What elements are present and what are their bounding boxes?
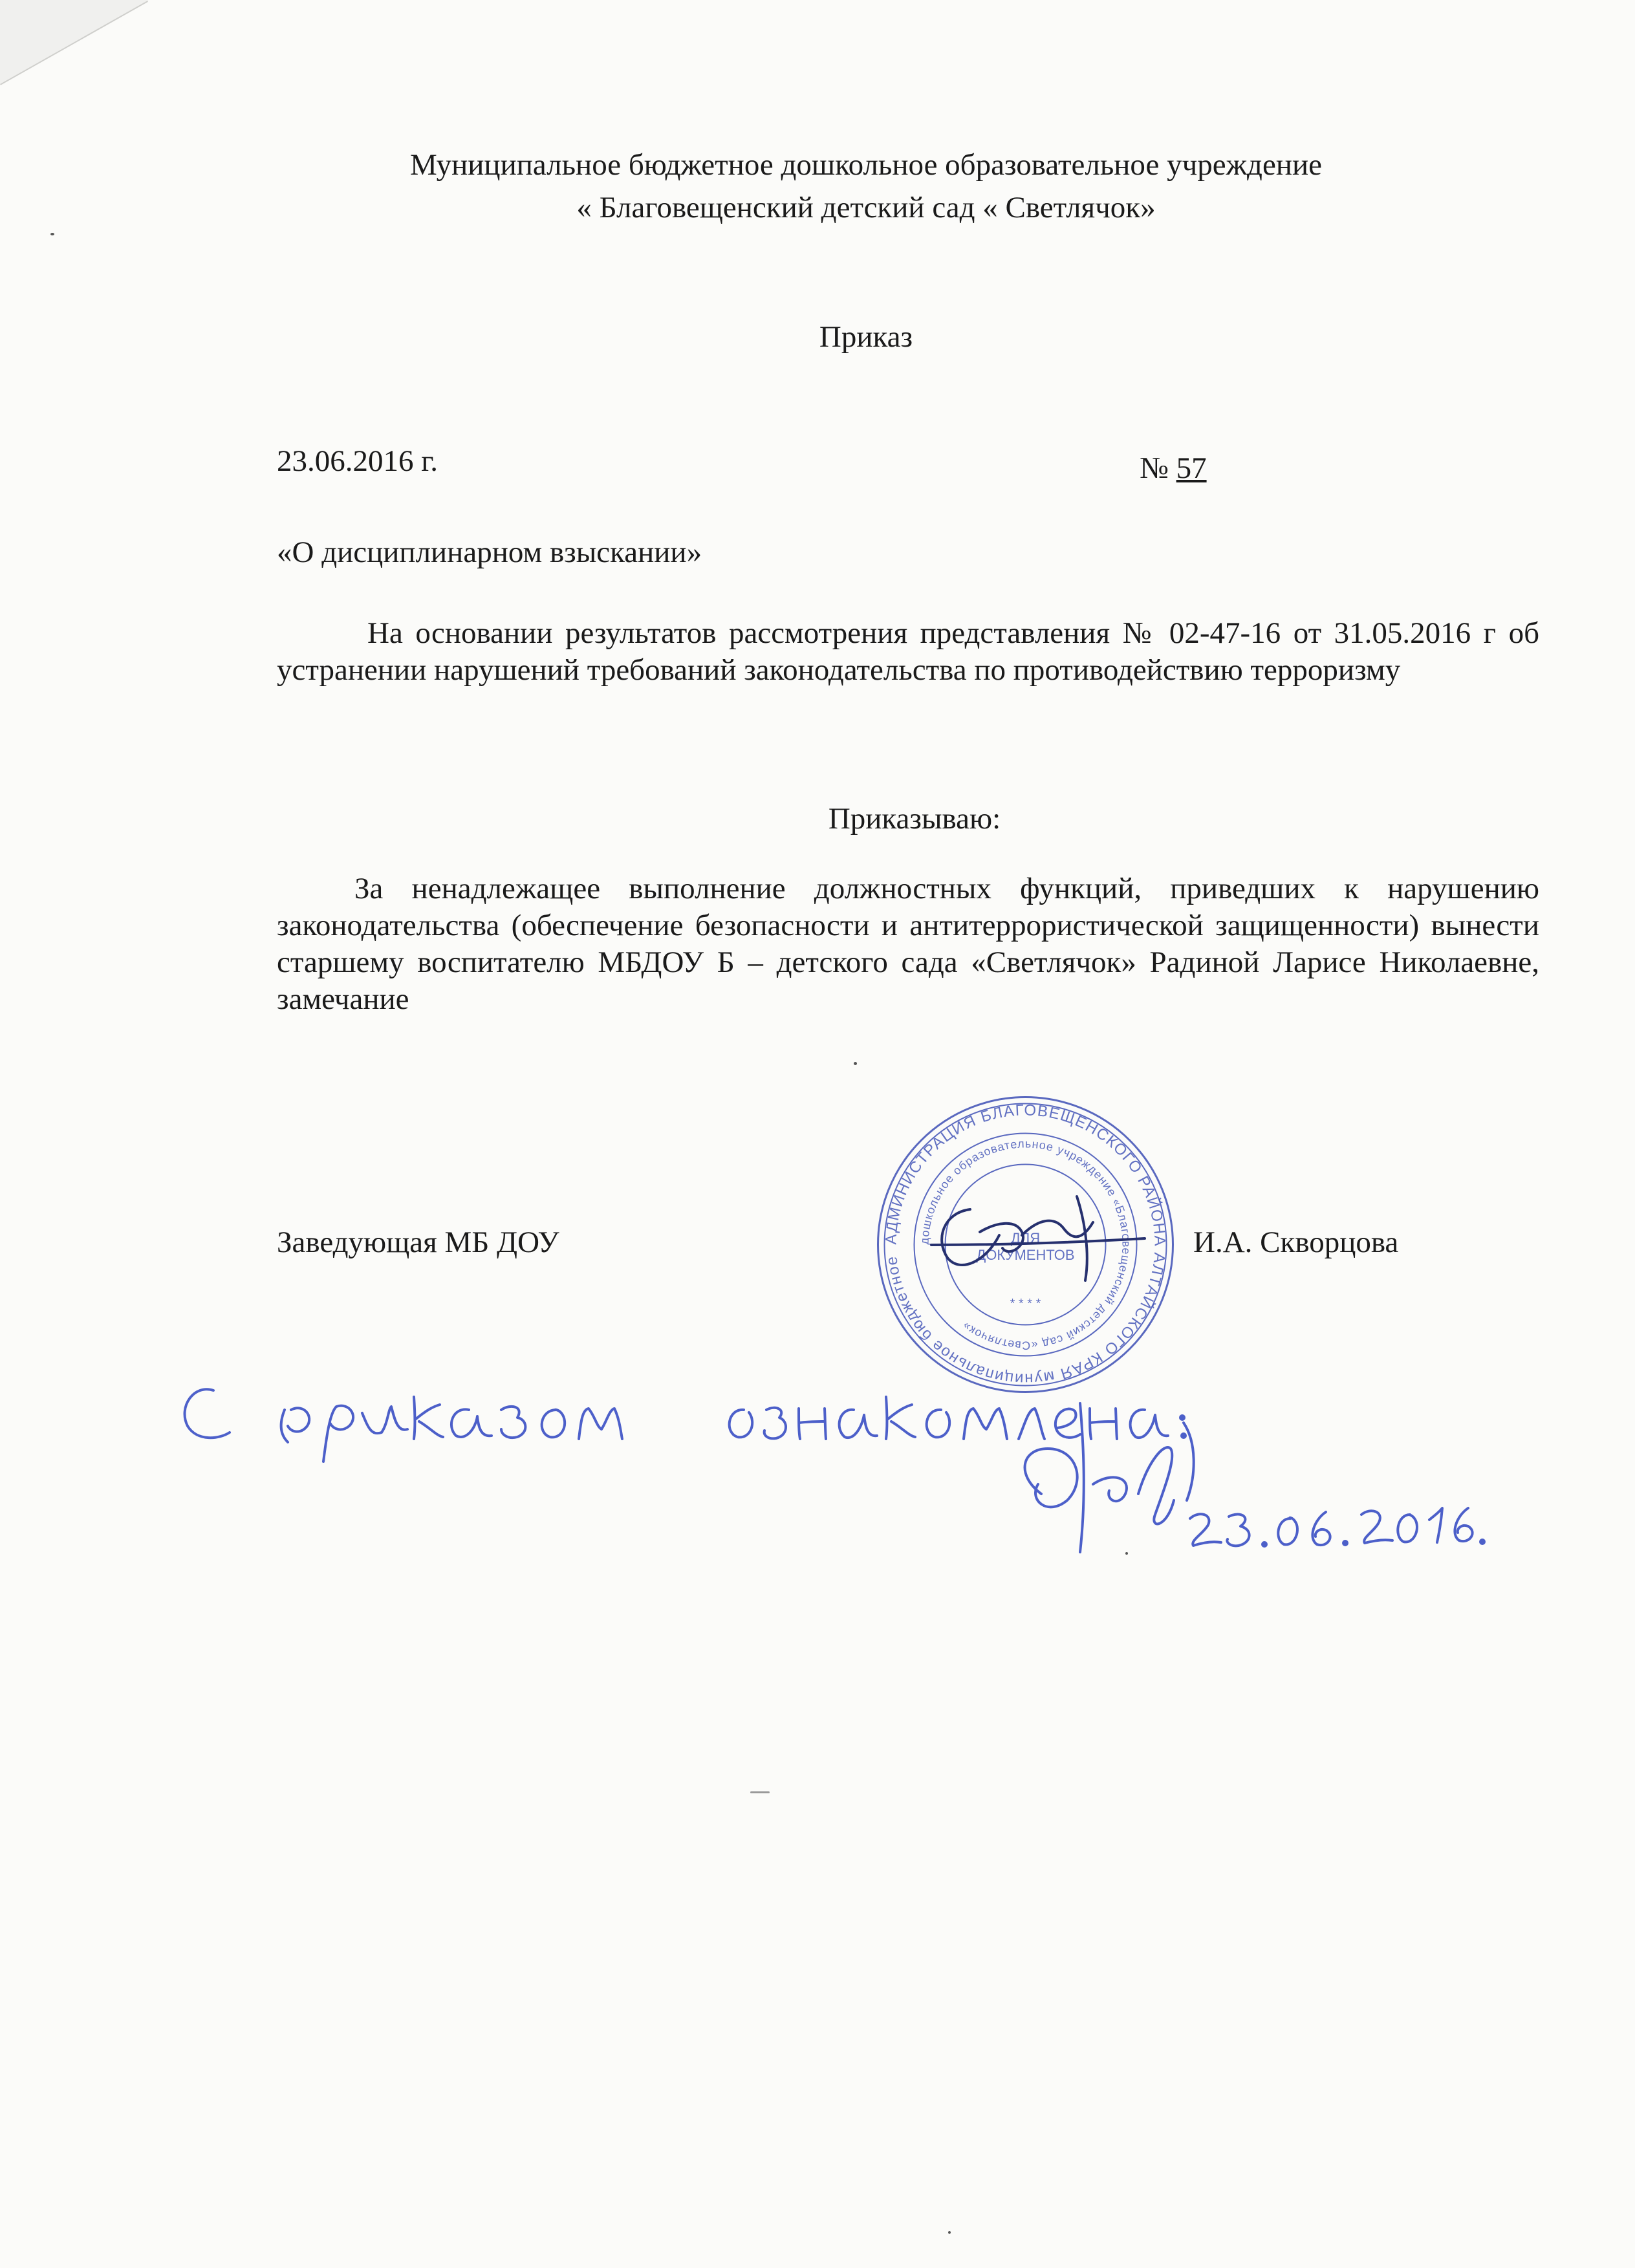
number-value: 57 [1176, 451, 1207, 485]
document-date: 23.06.2016 г. [277, 444, 438, 478]
number-prefix: № [1140, 451, 1176, 485]
document-number [1140, 451, 1207, 486]
scan-speck [50, 233, 54, 235]
order-paragraph: За ненадлежащее выполнение должностных функций, приведших к нарушению законодательства (обеспечение безопасности и антитеррористической защищенности) вынести старшему воспитателю МБДОУ Б – детского сада «Светлячок» Радиной Ларисе Николаевне, замечание [277, 872, 1539, 1016]
seal-inner-path: дошкольное образовательное учреждение «Благовещенский детский сад «Светлячок» [918, 1137, 1133, 1352]
seal-stars: * * * * [1010, 1297, 1041, 1311]
document-title: Приказ [819, 320, 913, 354]
basis-paragraph: На основании результатов рассмотрения представления № 02-47-16 от 31.05.2016 г об устранении нарушений требований законодательства по противодействию терроризму [277, 616, 1539, 687]
scan-speck [948, 2231, 951, 2234]
seal-center-line-2: ДОКУМЕНТОВ [976, 1247, 1075, 1263]
document-subject: «О дисциплинарном взыскании» [277, 535, 702, 569]
organization-line-2: « Благовещенский детский сад « Светлячок» [576, 191, 1156, 224]
seal-outer-path: АДМИНИСТРАЦИЯ БЛАГОВЕЩЕНСКОГО РАЙОНА АЛТАЙСКОГО КРАЯ муниципальное бюджетное [882, 1101, 1169, 1388]
head-name: И.А. Скворцова [1193, 1226, 1399, 1259]
scan-speck [750, 1791, 770, 1793]
organization-line-1: Муниципальное бюджетное дошкольное образовательное учреждение [410, 148, 1322, 182]
scan-speck [854, 1062, 857, 1065]
head-position-label: Заведующая МБ ДОУ [277, 1226, 559, 1259]
handwritten-acknowledgement [175, 1345, 1488, 1591]
seal-center-line-1: ДЛЯ [1010, 1230, 1041, 1246]
organization-header [0, 144, 1635, 229]
head-signature [925, 1183, 1151, 1287]
order-heading: Приказываю: [828, 802, 1001, 836]
